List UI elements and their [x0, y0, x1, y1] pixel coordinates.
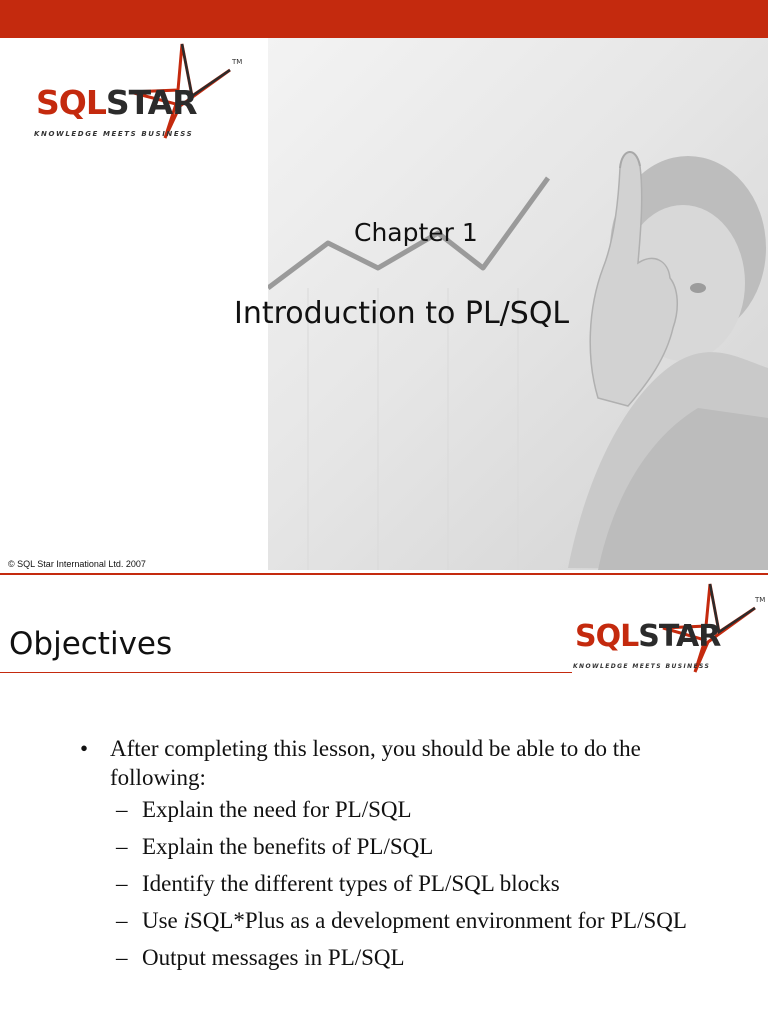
objectives-list	[80, 734, 720, 980]
objective-text: Output messages in PL/SQL	[142, 945, 405, 970]
objective-text: Explain the benefits of PL/SQL	[142, 834, 434, 859]
logo-wordmark: SQLSTAR	[36, 83, 197, 122]
logo-wordmark: SQLSTAR	[575, 619, 721, 654]
chapter-title: Introduction to PL/SQL	[234, 296, 570, 331]
list-item	[80, 906, 720, 935]
slide-title: Objectives	[9, 626, 173, 662]
title-underline	[0, 672, 572, 673]
sqlstar-logo	[30, 40, 245, 140]
objectives-slide	[0, 576, 768, 1024]
list-item	[80, 795, 720, 824]
list-item	[80, 943, 720, 972]
copyright-notice: © SQL Star International Ltd. 2007	[8, 559, 146, 569]
objective-text: Use iSQL*Plus as a development environment for PL/SQL	[142, 908, 687, 933]
list-item	[80, 832, 720, 861]
trademark-label: TM	[755, 596, 766, 604]
logo-tagline: KNOWLEDGE MEETS BUSINESS	[34, 130, 194, 138]
logo-tagline: KNOWLEDGE MEETS BUSINESS	[573, 663, 711, 670]
trademark-label: TM	[232, 58, 243, 66]
objective-text: Identify the different types of PL/SQL blocks	[142, 871, 560, 896]
list-item	[80, 734, 720, 792]
sub-list	[80, 795, 720, 972]
dash-icon: –	[116, 908, 128, 933]
bullet-icon: •	[80, 736, 89, 761]
dash-icon: –	[116, 797, 128, 822]
sqlstar-logo	[565, 580, 765, 676]
slide-divider	[0, 573, 768, 575]
dash-icon: –	[116, 871, 128, 896]
top-accent-bar	[0, 0, 768, 38]
objective-text: Explain the need for PL/SQL	[142, 797, 412, 822]
chapter-number: Chapter 1	[354, 218, 478, 247]
dash-icon: –	[116, 945, 128, 970]
intro-text: After completing this lesson, you should be able to do the following:	[110, 736, 641, 790]
dash-icon: –	[116, 834, 128, 859]
list-item	[80, 869, 720, 898]
